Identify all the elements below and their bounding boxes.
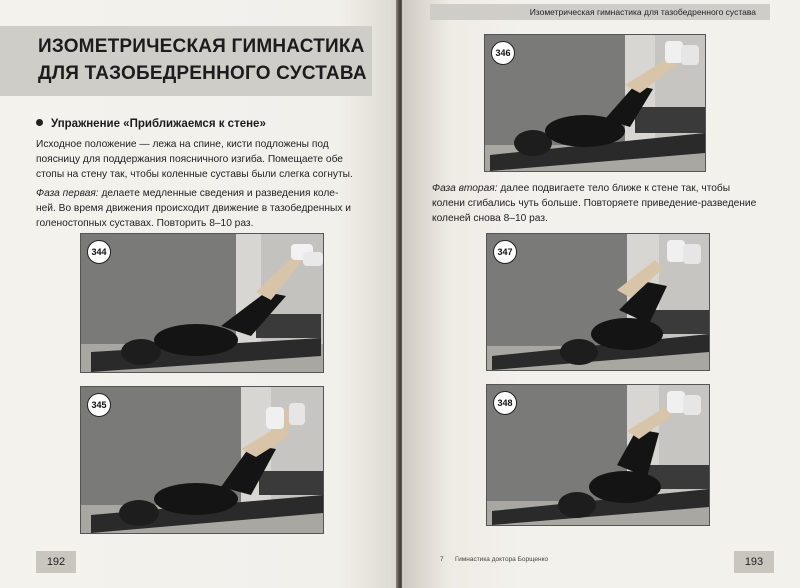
page-number: 193 (734, 551, 774, 573)
text-line: стопы на стену так, чтобы коленные суставы были слегка согнуты. (36, 169, 353, 180)
bullet-icon (36, 119, 43, 126)
text-line: поясницу для поддержания поясничного изгиба. Помещаете обе (36, 154, 343, 165)
exercise-heading (36, 118, 266, 130)
exercise-photo-345 (80, 386, 324, 534)
running-head: Изометрическая гимнастика для тазобедренного сустава (430, 4, 770, 20)
exercise-photo-346 (484, 34, 706, 172)
exercise-photo-348 (486, 384, 710, 526)
left-page (0, 0, 398, 588)
text-line: ней. Во время движения происходит движение в тазобедренных и (36, 203, 351, 214)
start-position-paragraph (36, 137, 353, 182)
chapter-title-line-2: ДЛЯ ТАЗОБЕДРЕННОГО СУСТАВА (38, 63, 367, 84)
phase-one-paragraph (36, 186, 351, 231)
photo-number-badge: 344 (87, 240, 111, 264)
exercise-photo-347 (486, 233, 710, 371)
photo-number-badge: 346 (491, 41, 515, 65)
photo-illustration (487, 234, 709, 370)
text-line: делаете медленные сведения и разведения коле- (98, 188, 339, 199)
photo-number-badge: 348 (493, 391, 517, 415)
text-line: далее подвигаете тело ближе к стене так, чтобы (497, 183, 731, 194)
text-line: голеностопных суставах. Повторить 8–10 раз. (36, 218, 254, 229)
exercise-title: Упражнение «Приближаемся к стене» (51, 118, 266, 130)
photo-illustration (81, 387, 323, 533)
text-line: Исходное положение — лежа на спине, кисти подложены под (36, 139, 329, 150)
text-line: колени сгибались чуть больше. Повторяете приведение-разведение (432, 198, 757, 209)
exercise-photo-344 (80, 233, 324, 373)
chapter-title-line-1: ИЗОМЕТРИЧЕСКАЯ ГИМНАСТИКА (38, 36, 365, 57)
photo-illustration (81, 234, 323, 372)
photo-number-badge: 347 (493, 240, 517, 264)
phase-one-label: Фаза первая: (36, 188, 99, 199)
page-number: 192 (36, 551, 76, 573)
photo-illustration (487, 385, 709, 525)
footer-mark: 7 (440, 556, 444, 563)
phase-two-paragraph (432, 181, 756, 226)
photo-number-badge: 345 (87, 393, 111, 417)
text-line: коленей снова 8–10 раз. (432, 213, 548, 224)
phase-two-label: Фаза вторая: (432, 183, 498, 194)
photo-illustration (485, 35, 705, 171)
footer-book-title: Гимнастика доктора Борщенко (455, 556, 549, 563)
